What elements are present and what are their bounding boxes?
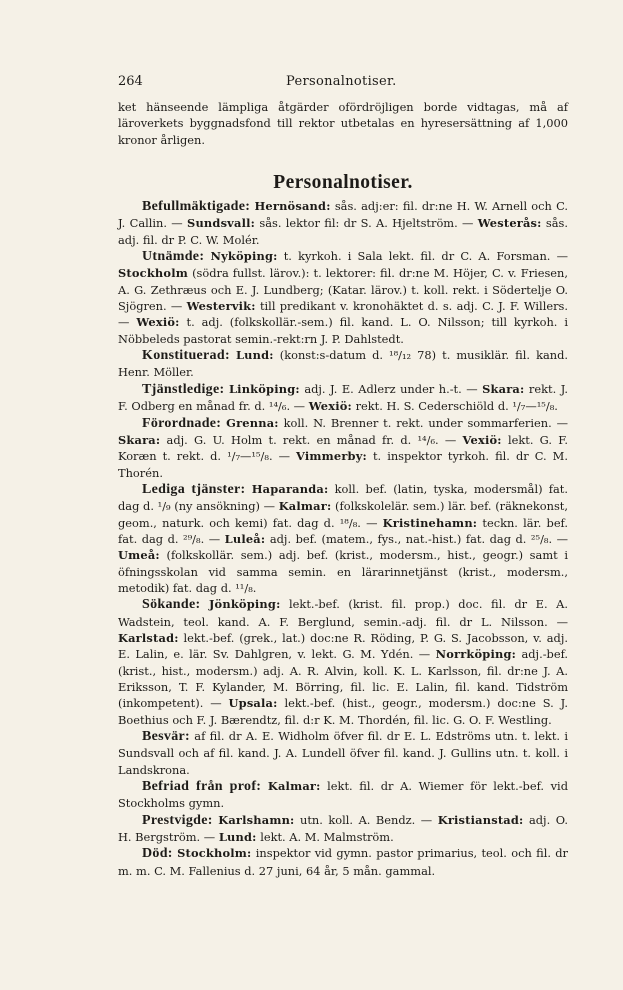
entry-text: adj. bef. (matem., fys., nat.-hist.) fat. dag d. ²⁵/₈. — [269,531,568,546]
entry-text: adj. O. H. Bergström. — [118,812,569,845]
place-name: Wexiö: [136,315,180,330]
place-name: Jönköping: [208,597,281,612]
place-name: Umeå: [118,548,160,563]
place-name: Grenna: [226,415,279,430]
running-title: Personalnotiser. [286,74,397,89]
place-name: Kalmar: [278,499,332,514]
place-name: Linköping: [228,381,300,396]
entry-text: t. kyrkoh. i Sala lekt. fil. dr C. A. Forsman. — [283,249,568,264]
page-number: 264 [118,74,143,89]
notice-entry [118,845,568,879]
entry-heading: Befriad från prof: [142,779,262,795]
entry-text: teckn. lär. bef. fat. dag d. ²⁹/₈. — [118,515,568,546]
place-name: Hernösand: [254,199,331,214]
place-name: Skara: [118,432,161,447]
entry-text: (södra fullst. lärov.): t. lektorer: fil. dr:ne M. Höjer, C. v. Friesen, A. G. Zethræus och E. J. Lundberg; (Katar. lärov.) t. koll. rekt. i Södertelje O. Sjögren. — [118,266,569,314]
entry-text: lekt.-bef. (grek., lat.) doc:ne R. Röding, P. G. S. Jacobsson, v. adj. E. Lalin, e. lär. Sv. Dahlgren, v. lekt. G. M. Ydén. — [118,630,568,662]
entry-text: lekt. G. F. Koræn t. rekt. d. ¹/₇—¹⁵/₈. — [118,432,568,464]
place-name: Kalmar: [267,779,321,794]
entry-text: adj.-bef. (krist., hist., modersm.) adj. A. R. Alvin, koll. K. L. Karlsson, fil. dr:ne J. A. Eriksson, T. F. Kylander, M. Börring, fil. lic. E. Lalin, fil. kand. Tidström (inkompetent). — [118,647,569,711]
entry-heading: Död: [142,846,173,862]
section-title: Personalnotiser. [273,172,413,194]
entry-heading: Prestvigde: [142,812,213,828]
entry-text: adj. G. U. Holm t. rekt. en månad fr. d. ¹⁴/₆. — [166,432,463,447]
entry-heading: Sökande: [142,597,201,613]
place-name: Westerås: [477,216,542,231]
place-name: Lund: [218,830,257,845]
entry-text: utn. koll. A. Bendz. — [300,812,438,827]
notice-entry [118,812,568,846]
notice-entry [118,728,568,778]
place-name: Westervik: [186,299,256,314]
entry-text: (konst:s-datum d. ¹⁸/₁₂ 78) t. musiklär. fil. kand. Henr. Möller. [118,348,569,380]
place-name: Nyköping: [210,249,278,264]
notice-entry [118,248,568,347]
entry-text: sås. lektor fil: dr S. A. Hjeltström. — [259,216,478,231]
entry-text: af fil. dr A. E. Widholm öfver fil. dr E. L. Edströms utn. t. lekt. i Sundsvall och af fil. kand. J. A. Lundell öfver fil. kand. J. Gullins utn. t. koll. i Landskrona. [118,729,568,777]
notice-entry [118,347,568,381]
entry-heading: Konstituerad: [142,348,230,364]
place-name: Norrköping: [435,647,517,662]
place-name: Wexiö: [308,399,352,414]
entry-heading: Utnämde: [142,249,205,265]
entry-text: sås. adj:er: fil. dr:ne H. W. Arnell och C. J. Callin. — [118,199,569,231]
entry-text: till predikant v. kronohäktet d. s. adj. C. J. F. Willers. — [118,299,568,330]
place-name: Karlstad: [118,630,179,645]
entries-list [118,198,568,879]
page-body [118,99,568,879]
place-name: Stockholm: [177,846,252,861]
entry-text: (folkskolelär. sem.) lär. bef. (räknekonst, geom., naturk. och kemi) fat. dag d. ¹⁸/₈. — [118,499,569,530]
entry-text: lekt. fil. dr A. Wiemer för lekt.-bef. vid Stockholms gymn. [118,779,568,811]
entry-text: koll. N. Brenner t. rekt. under sommarferien. — [283,415,568,430]
entry-heading: Lediga tjänster: [142,481,246,497]
intro-paragraph: ket hänseende lämpliga åtgärder ofördröjligen borde vidtagas, må af läroverkets byggnadsfond till rektor utbetalas en hyresersättning af 1,000 kronor årligen. [118,100,568,147]
entry-heading: Tjänstledige: [142,381,225,397]
entry-text: lekt.-bef. (hist., geogr., modersm.) doc:ne S. J. Boethius och F. J. Bærendtz, fil. d:r K. M. Thordén, fil. lic. G. O. F. Westling. [118,696,568,727]
place-name: Luleå: [224,531,266,546]
notice-entry [118,198,568,248]
entry-heading: Besvär: [142,729,190,745]
notice-entry [118,481,568,596]
entry-text: (folkskollär. sem.) adj. bef. (krist., modersm., hist., geogr.) samt i öfningsskolan vid samma semin. en lärarinnetjänst (krist., modersm., metodik) fat. dag d. ¹¹/₈. [118,548,568,595]
notice-entry [118,381,568,415]
place-name: Skara: [482,381,525,396]
entry-text: sås. adj. fil. dr P. C. W. Molér. [118,216,568,247]
entry-text: t. inspektor tyrkoh. fil. dr C. M. Thorén. [118,449,568,480]
entry-text: rekt. H. S. Cederschiöld d. ¹/₇—¹⁵/₈. [355,399,558,414]
place-name: Haparanda: [251,481,329,496]
entry-text: adj. J. E. Adlerz under h.-t. — [304,381,483,396]
entry-text: lekt. A. M. Malmström. [260,830,394,845]
place-name: Vexiö: [462,432,502,447]
place-name: Stockholm [118,266,188,281]
notice-entry [118,596,568,728]
entry-text: rekt. J. F. Odberg en månad fr. d. ¹⁴/₆. — [118,381,569,414]
entry-text: t. adj. (folkskollär.-sem.) fil. kand. L. O. Nilsson; till kyrkoh. i Nöbbeleds pastorat semin.-rekt:rn J. P. Dahlstedt. [118,315,569,346]
notice-entry [118,415,568,481]
place-name: Kristianstad: [437,812,524,827]
place-name: Sundsvall: [187,216,256,231]
entry-heading: Förordnade: [142,415,222,431]
entry-text: koll. bef. (latin, tyska, modersmål) fat. dag d. ¹/₉ (ny ansökning) — [118,481,568,514]
place-name: Vimmerby: [296,449,367,464]
page-header [118,74,568,94]
entry-text: lekt.-bef. (krist. fil. prop.) doc. fil. dr E. A. Wadstein, teol. kand. A. F. Berglund, semin.-adj. fil. dr L. Nilsson. — [118,597,568,629]
place-name: Kristinehamn: [382,515,478,530]
entry-text: inspektor vid gymn. pastor primarius, teol. och fil. dr m. m. C. M. Fallenius d. 27 juni, 64 år, 5 mån. gammal. [118,846,568,878]
place-name: Upsala: [228,696,278,711]
place-name: Karlshamn: [218,812,295,827]
notice-entry [118,778,568,812]
entry-heading: Befullmäktigade: [142,199,251,215]
place-name: Lund: [235,348,274,363]
